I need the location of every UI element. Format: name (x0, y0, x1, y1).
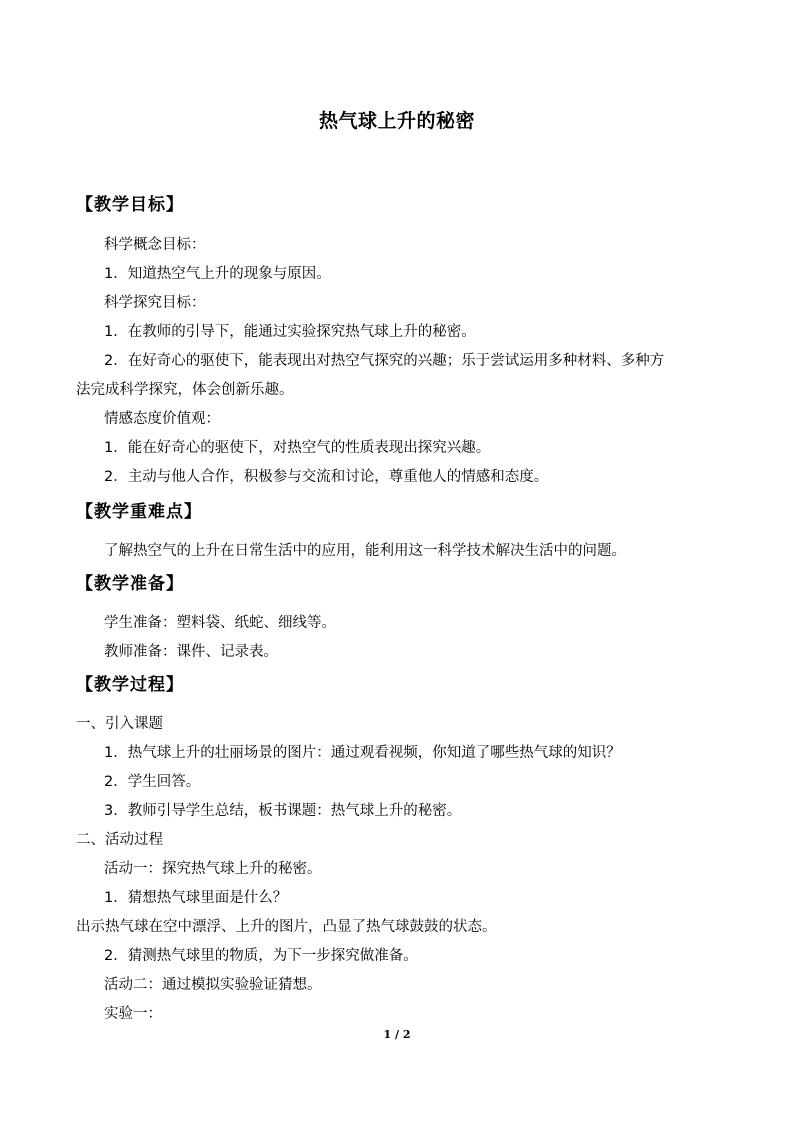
process-line: 出示热气球在空中漂浮、上升的图片，凸显了热气球鼓鼓的状态。 (76, 919, 497, 935)
goals-line: 1．能在好奇心的驱使下，对热空气的性质表现出探究兴趣。 (104, 440, 491, 456)
key-points-line: 了解热空气的上升在日常生活中的应用，能利用这一科学技术解决生活中的问题。 (104, 543, 626, 559)
process-line: 1．热气球上升的壮丽场景的图片：通过观看视频，你知道了哪些热气球的知识？ (104, 745, 621, 761)
goals-line: 1．知道热空气上升的现象与原因。 (104, 266, 331, 282)
section-heading-process: 【教学过程】 (76, 675, 184, 695)
process-line: 活动一：探究热气球上升的秘密。 (104, 861, 322, 877)
process-line: 1．猜想热气球里面是什么？ (104, 890, 288, 906)
process-line: 3．教师引导学生总结，板书课题：热气球上升的秘密。 (104, 803, 462, 819)
process-line: 活动二：通过模拟实验验证猜想。 (104, 977, 322, 993)
section-heading-preparation: 【教学准备】 (76, 574, 184, 594)
process-line: 二、活动过程 (76, 832, 163, 848)
process-line: 实验一： (104, 1006, 162, 1022)
preparation-line: 学生准备：塑料袋、纸蛇、细线等。 (104, 615, 336, 631)
goals-line: 科学探究目标： (104, 295, 206, 311)
goals-line: 1．在教师的引导下，能通过实验探究热气球上升的秘密。 (104, 324, 476, 340)
section-heading-key-points: 【教学重难点】 (76, 502, 202, 522)
document-title: 热气球上升的秘密 (318, 110, 475, 132)
section-heading-goals: 【教学目标】 (76, 195, 184, 215)
page-number: 1 / 2 (383, 1028, 411, 1041)
goals-line: 2．主动与他人合作，积极参与交流和讨论，尊重他人的情感和态度。 (104, 469, 549, 485)
goals-line: 2．在好奇心的驱使下，能表现出对热空气探究的兴趣；乐于尝试运用多种材料、多种方 (104, 353, 665, 369)
process-line: 2．猜测热气球里的物质，为下一步探究做准备。 (104, 948, 418, 964)
goals-line: 科学概念目标： (104, 237, 206, 253)
process-line: 2．学生回答。 (104, 774, 201, 790)
goals-line: 情感态度价值观： (104, 411, 220, 427)
process-line: 一、引入课题 (76, 716, 163, 732)
goals-line: 法完成科学探究，体会创新乐趣。 (76, 382, 294, 398)
preparation-line: 教师准备：课件、记录表。 (104, 644, 278, 660)
